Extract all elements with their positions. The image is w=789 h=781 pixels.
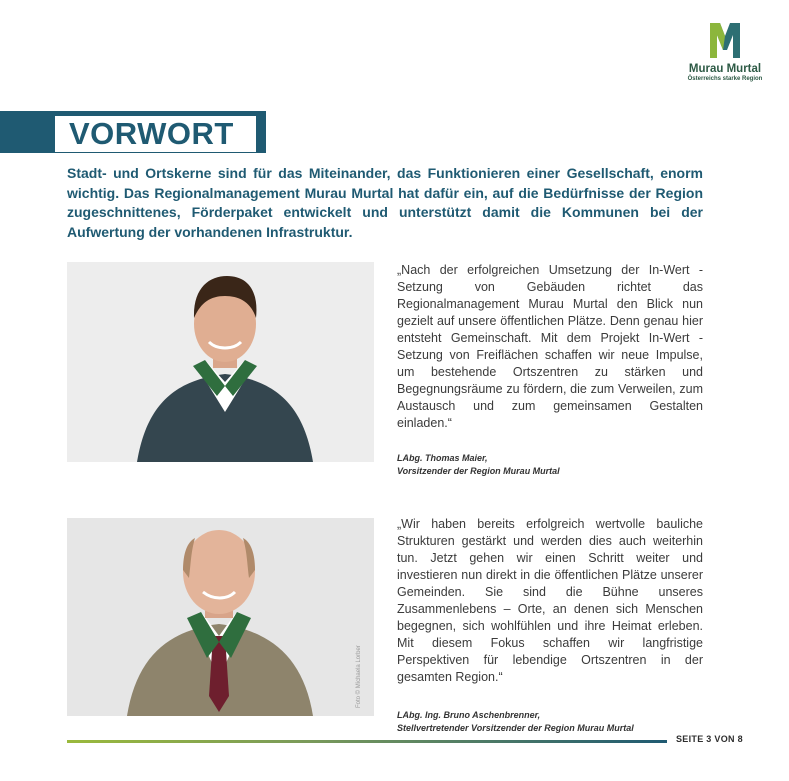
photo-credit: Foto © Michaela Lorber — [356, 645, 362, 708]
intro-paragraph: Stadt- und Ortskerne sind für das Miteinander, das Funktionieren einer Gesellschaft, enorm wichtig. Das Regionalmanagement Murau Murtal hat dafür ein, auf die Bedürfnisse der Region zugeschnittenes, Förderpaket entwickelt und unterstützt damit die Kommunen bei der Aufwertung der vorhandenen Infrastruktur. — [67, 165, 703, 240]
signature-bruno-aschenbrenner — [397, 709, 634, 735]
logo — [682, 20, 768, 82]
signature-role: Stellvertretender Vorsitzender der Region Murau Murtal — [397, 723, 634, 733]
logo-tagline: Österreichs starke Region — [687, 76, 763, 82]
page-title: VORWORT — [69, 116, 234, 151]
signature-role: Vorsitzender der Region Murau Murtal — [397, 466, 560, 476]
signature-thomas-maier — [397, 452, 560, 478]
logo-name: Murau Murtal — [688, 63, 762, 75]
page-number: SEITE 3 VON 8 — [676, 734, 743, 744]
logo-mark-icon — [707, 20, 743, 60]
quote-bruno-aschenbrenner: „Wir haben bereits erfolgreich wertvolle bauliche Strukturen gestärkt und werden dies auch weiterhin tun. Jetzt gehen wir einen Schritt weiter und investieren nun direkt in die öffentlichen Plätze unserer Gemeinden. Sie sind die Bühne unseres Zusammenlebens – Orte, an denen sich Menschen begegnen, sich wohlfühlen und ihre Heimat erleben. Mit diesem Fokus schaffen wir langfristige Perspektiven für lebendige Ortszentren in der gesamten Region.“ — [397, 517, 703, 684]
signature-name: LAbg. Ing. Bruno Aschenbrenner, — [397, 710, 541, 720]
portrait-photo-bruno-aschenbrenner — [67, 518, 374, 716]
quote-thomas-maier: „Nach der erfolgreichen Umsetzung der In-Wert -Setzung von Gebäuden richtet das Regionalmanagement Murau Murtal den Blick nun gezielt auf unsere öffentlichen Plätze. Denn genau hier entsteht Gemeinschaft. Mit dem Projekt In-Wert -Setzung von Freiflächen schaffen wir neue Impulse, um bestehende Ortszentren zu stärken und Begegnungsräume zu fördern, die zum Verweilen, zum Austausch und zum gemeinsamen Gestalten einladen.“ — [397, 263, 703, 430]
footer-divider — [67, 740, 667, 743]
portrait-photo-thomas-maier — [67, 262, 374, 462]
signature-name: LAbg. Thomas Maier, — [397, 453, 488, 463]
